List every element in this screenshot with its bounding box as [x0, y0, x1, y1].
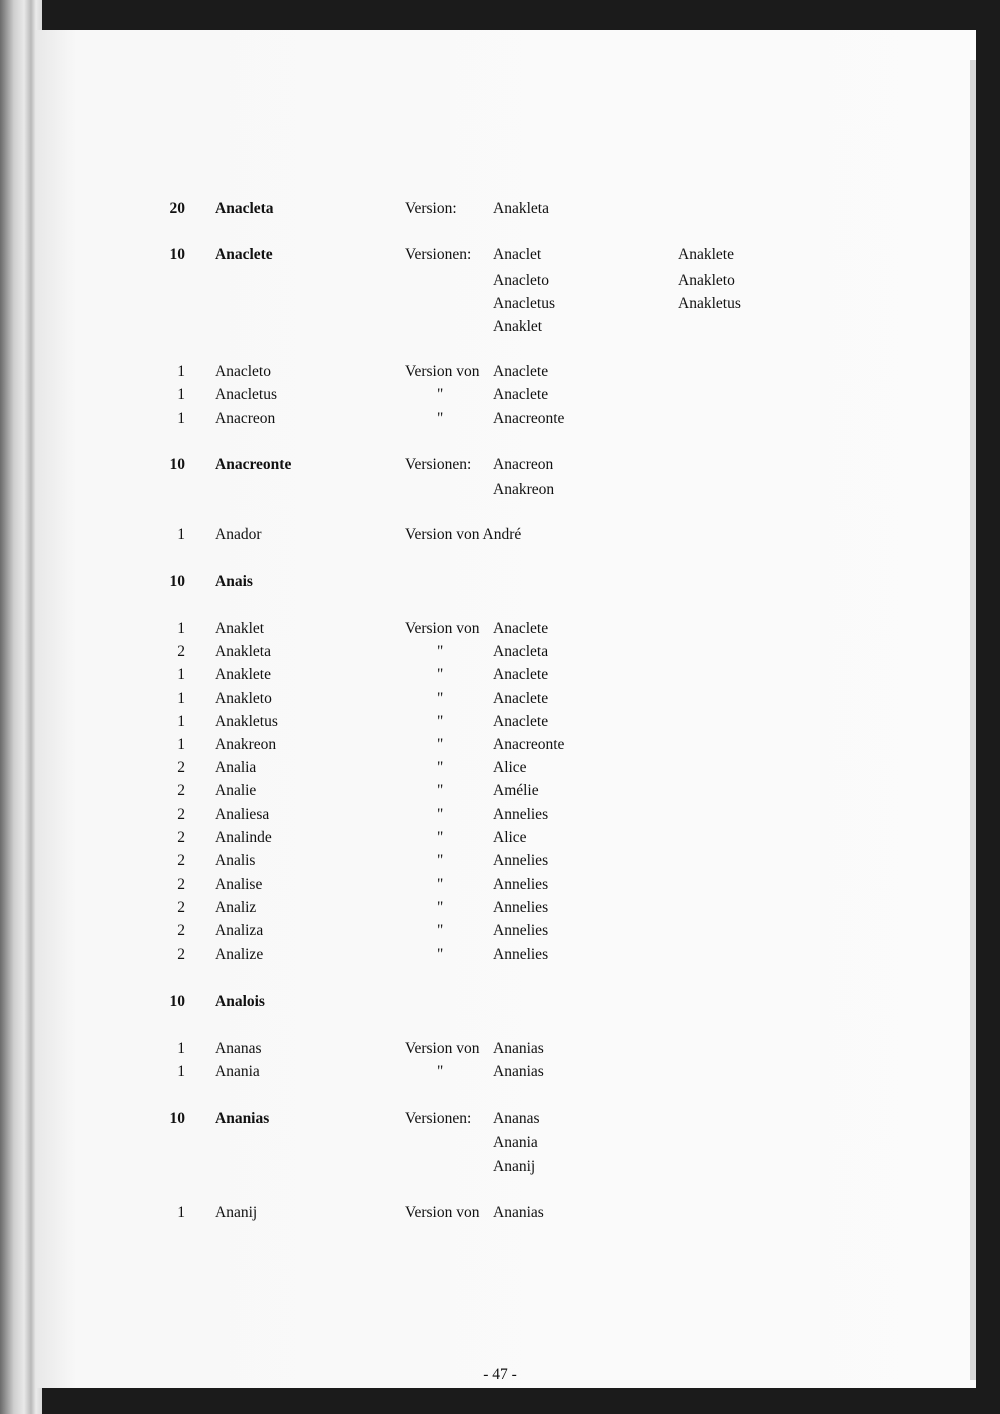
entry-row	[35, 292, 935, 316]
entry-name: Anaclete	[215, 246, 273, 263]
entry-version-alt: Anakletus	[678, 295, 741, 312]
entry-row	[35, 407, 935, 431]
entry-row	[35, 803, 935, 827]
entry-row	[35, 896, 935, 920]
entry-label: Version von	[405, 363, 480, 380]
entry-row	[35, 710, 935, 734]
entry-count: 10	[169, 456, 185, 473]
entry-name: Anador	[215, 526, 262, 543]
entry-name: Ananas	[215, 1040, 262, 1057]
entry-name: Anacletus	[215, 386, 277, 403]
entry-label: Versionen:	[405, 246, 472, 263]
entry-version: Anaclete	[493, 666, 549, 683]
entry-row	[35, 243, 935, 267]
entry-row	[35, 478, 935, 502]
entry-count: 1	[177, 1063, 185, 1080]
entry-name: Anaklet	[215, 620, 265, 637]
entry-label: Versionen:	[405, 456, 472, 473]
entry-row	[35, 1155, 935, 1179]
entry-name: Analiza	[215, 922, 264, 939]
entry-name: Analis	[215, 852, 256, 869]
ditto-mark: "	[437, 386, 444, 403]
entry-name: Analiesa	[215, 806, 270, 823]
entry-label: Version von	[405, 1204, 480, 1221]
entry-count: 20	[169, 200, 185, 217]
entry-row	[35, 1060, 935, 1084]
entry-count: 2	[177, 829, 185, 846]
entry-label: Version:	[405, 200, 457, 217]
ditto-mark: "	[437, 829, 444, 846]
entry-count: 2	[177, 806, 185, 823]
entry-row	[35, 663, 935, 687]
entry-version: Annelies	[493, 806, 549, 823]
entry-version: Annelies	[493, 946, 549, 963]
entry-name: Analois	[215, 993, 265, 1010]
entry-row	[35, 570, 935, 594]
ditto-mark: "	[437, 410, 444, 427]
entry-name: Anakleto	[215, 690, 272, 707]
entry-name: Analise	[215, 876, 263, 893]
entry-version: Anacletus	[493, 295, 555, 312]
entry-count: 1	[177, 620, 185, 637]
entry-count: 1	[177, 526, 185, 543]
entry-version: Anaclete	[493, 386, 549, 403]
entry-row	[35, 826, 935, 850]
entry-version: Annelies	[493, 922, 549, 939]
entry-count: 1	[177, 736, 185, 753]
entry-label: Versionen:	[405, 1110, 472, 1127]
entry-version: Anaklet	[493, 318, 543, 335]
ditto-mark: "	[437, 852, 444, 869]
entry-version-alt: Anaklete	[678, 246, 734, 263]
entry-row	[35, 617, 935, 641]
entry-name: Ananias	[215, 1110, 270, 1127]
entry-row	[35, 1037, 935, 1061]
entry-version: Anakleta	[493, 200, 549, 217]
entry-name: Analie	[215, 782, 257, 799]
ditto-mark: "	[437, 643, 444, 660]
entry-name: Anaklete	[215, 666, 271, 683]
entry-name: Anacreon	[215, 410, 276, 427]
entry-count: 1	[177, 1040, 185, 1057]
entry-name: Anacreonte	[215, 456, 292, 473]
entry-count: 10	[169, 993, 185, 1010]
entry-row	[35, 360, 935, 384]
entry-name: Anais	[215, 573, 253, 590]
entry-name: Anakreon	[215, 736, 277, 753]
entry-name: Anakletus	[215, 713, 278, 730]
entry-version: Ananias	[493, 1204, 544, 1221]
ditto-mark: "	[437, 666, 444, 683]
entry-version: Anaclete	[493, 363, 549, 380]
entry-row	[35, 687, 935, 711]
entry-name: Analize	[215, 946, 264, 963]
entry-version: Ananias	[493, 1063, 544, 1080]
entry-row	[35, 383, 935, 407]
entry-name: Analinde	[215, 829, 272, 846]
entry-count: 2	[177, 852, 185, 869]
entry-row	[35, 269, 935, 293]
ditto-mark: "	[437, 713, 444, 730]
entry-label: Version von	[405, 1040, 480, 1057]
entry-name: Analia	[215, 759, 257, 776]
entry-count: 1	[177, 1204, 185, 1221]
page-edge	[970, 60, 976, 1380]
entry-row	[35, 453, 935, 477]
entry-version-alt: Anakleto	[678, 272, 735, 289]
ditto-mark: "	[437, 736, 444, 753]
ditto-mark: "	[437, 1063, 444, 1080]
entry-count: 2	[177, 946, 185, 963]
entry-version: Anaclete	[493, 690, 549, 707]
entry-count: 2	[177, 759, 185, 776]
entry-row	[35, 779, 935, 803]
entry-count: 1	[177, 713, 185, 730]
entry-row	[35, 1131, 935, 1155]
entry-label: Version von André	[405, 526, 522, 543]
entry-version: Anaclete	[493, 620, 549, 637]
ditto-mark: "	[437, 690, 444, 707]
entry-row	[35, 919, 935, 943]
entry-version: Anaclet	[493, 246, 542, 263]
entry-name: Anacleta	[215, 200, 274, 217]
entry-version: Annelies	[493, 852, 549, 869]
entry-count: 2	[177, 643, 185, 660]
entry-count: 1	[177, 666, 185, 683]
ditto-mark: "	[437, 899, 444, 916]
entry-row	[35, 315, 935, 339]
entry-version: Ananij	[493, 1158, 536, 1175]
entry-row	[35, 756, 935, 780]
entry-count: 2	[177, 782, 185, 799]
entry-version: Anacreonte	[493, 410, 565, 427]
entry-version: Annelies	[493, 876, 549, 893]
entry-version: Anacleto	[493, 272, 549, 289]
entry-row	[35, 943, 935, 967]
ditto-mark: "	[437, 782, 444, 799]
page-number: - 47 -	[483, 1366, 517, 1383]
entry-version: Amélie	[493, 782, 539, 799]
ditto-mark: "	[437, 876, 444, 893]
entry-version: Ananias	[493, 1040, 544, 1057]
ditto-mark: "	[437, 806, 444, 823]
entry-count: 10	[169, 1110, 185, 1127]
entry-version: Anania	[493, 1134, 538, 1151]
entry-count: 2	[177, 899, 185, 916]
entry-row	[35, 1107, 935, 1131]
ditto-mark: "	[437, 922, 444, 939]
entry-row	[35, 849, 935, 873]
entry-label: Version von	[405, 620, 480, 637]
entry-count: 10	[169, 573, 185, 590]
entry-count: 1	[177, 386, 185, 403]
entry-row	[35, 523, 935, 547]
entry-row	[35, 733, 935, 757]
entry-version: Alice	[493, 759, 527, 776]
entry-count: 10	[169, 246, 185, 263]
entry-row	[35, 1201, 935, 1225]
entry-name: Anakleta	[215, 643, 271, 660]
entry-count: 1	[177, 363, 185, 380]
entry-row	[35, 197, 935, 221]
entry-row	[35, 990, 935, 1014]
entry-count: 1	[177, 410, 185, 427]
entry-version: Anacreon	[493, 456, 554, 473]
entry-count: 2	[177, 876, 185, 893]
entry-row	[35, 640, 935, 664]
entry-row	[35, 873, 935, 897]
ditto-mark: "	[437, 946, 444, 963]
entry-name: Ananij	[215, 1204, 258, 1221]
entry-version: Ananas	[493, 1110, 540, 1127]
entry-name: Anacleto	[215, 363, 271, 380]
entry-version: Anaclete	[493, 713, 549, 730]
entry-count: 1	[177, 690, 185, 707]
entry-version: Annelies	[493, 899, 549, 916]
entry-version: Anacleta	[493, 643, 549, 660]
entry-version: Anacreonte	[493, 736, 565, 753]
entry-count: 2	[177, 922, 185, 939]
ditto-mark: "	[437, 759, 444, 776]
entry-name: Analiz	[215, 899, 257, 916]
entry-version: Anakreon	[493, 481, 555, 498]
entry-version: Alice	[493, 829, 527, 846]
entry-name: Anania	[215, 1063, 260, 1080]
